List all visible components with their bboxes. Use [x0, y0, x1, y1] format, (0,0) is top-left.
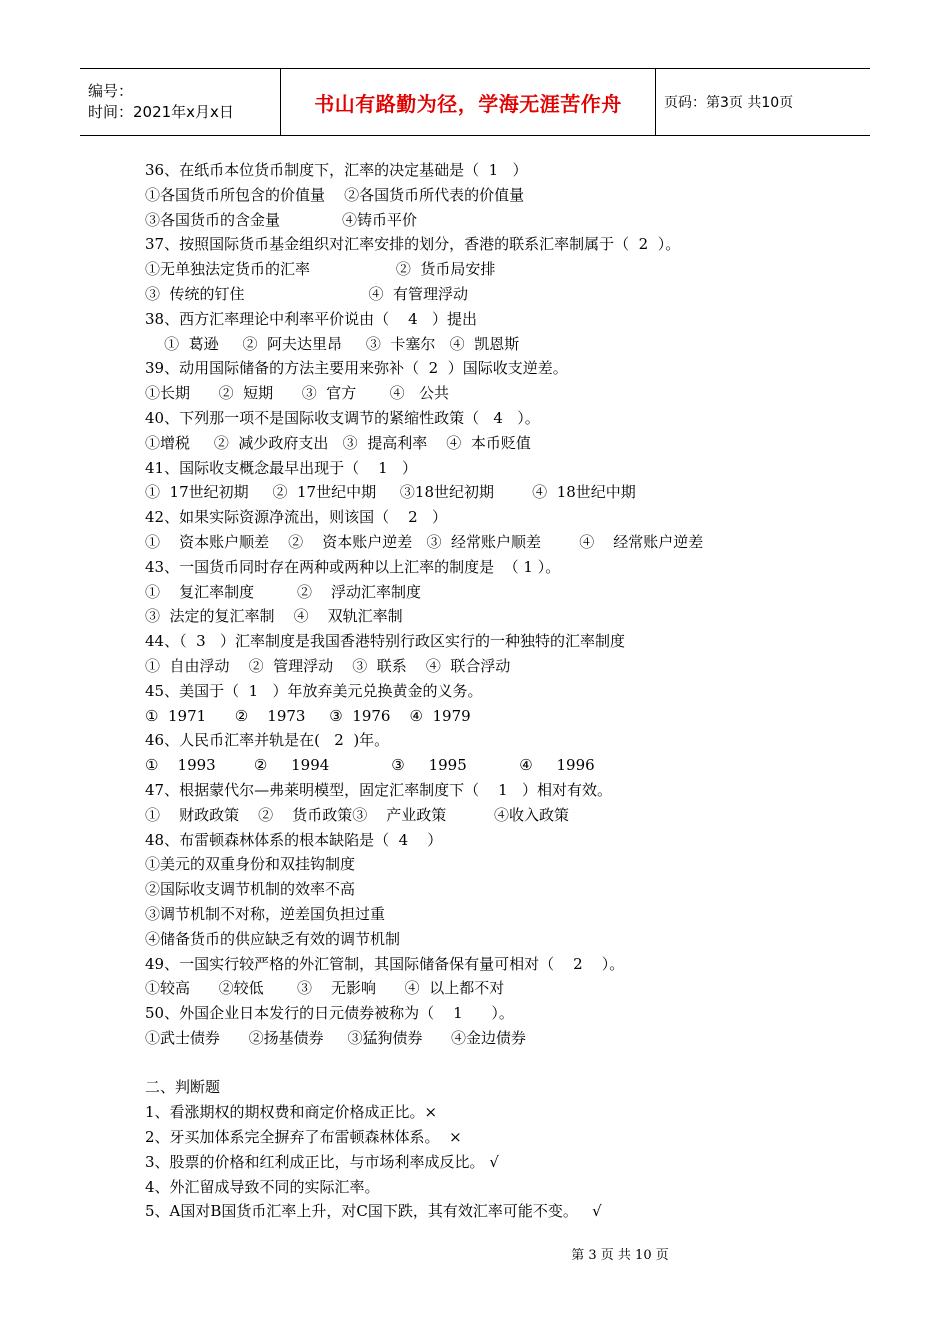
- text-line: 40、下列那一项不是国际收支调节的紧缩性政策（ 4 ）。: [145, 408, 540, 427]
- text-line: ① 葛逊 ② 阿夫达里昂 ③ 卡塞尔 ④ 凯恩斯: [145, 334, 520, 353]
- text-line: 1、看涨期权的期权费和商定价格成正比。×: [145, 1103, 438, 1122]
- text-line: ②国际收支调节机制的效率不高: [145, 880, 356, 899]
- text-line: ④储备货币的供应缺乏有效的调节机制: [145, 929, 401, 948]
- text-line: 41、国际收支概念最早出现于（ 1 ）: [145, 458, 418, 477]
- text-line: ③各国货币的含金量 ④铸币平价: [145, 210, 417, 229]
- text-line: 二、判断题: [145, 1078, 221, 1097]
- text-line: ③ 法定的复汇率制 ④ 双轨汇率制: [145, 607, 403, 626]
- text-line: ① 财政政策 ② 货币政策③ 产业政策 ④收入政策: [145, 805, 569, 824]
- text-line: ①较高 ②较低 ③ 无影响 ④ 以上都不对: [145, 979, 505, 998]
- text-line: 48、布雷顿森林体系的根本缺陷是（ 4 ）: [145, 830, 443, 849]
- text-line: ① 1993 ② 1994 ③ 1995 ④ 1996: [145, 756, 595, 775]
- text-line: ③ 传统的钉住 ④ 有管理浮动: [145, 284, 469, 303]
- text-line: 50、外国企业日本发行的日元债券被称为（ 1 ）。: [145, 1004, 514, 1023]
- text-line: ①美元的双重身份和双挂钩制度: [145, 855, 356, 874]
- document-body: [145, 158, 885, 1224]
- text-line: 38、西方汇率理论中利率平价说由（ 4 ）提出: [145, 309, 478, 328]
- text-line: ③调节机制不对称，逆差国负担过重: [145, 904, 386, 923]
- footer-page-number: 第 3 页 共 10 页: [571, 1248, 669, 1263]
- text-line: 43、一国货币同时存在两种或两种以上汇率的制度是 （ 1 ）。: [145, 557, 561, 576]
- text-line: 37、按照国际货币基金组织对汇率安排的划分，香港的联系汇率制属于（ 2 ）。: [145, 235, 681, 254]
- text-line: ① 资本账户顺差 ② 资本账户逆差 ③ 经常账户顺差 ④ 经常账户逆差: [145, 532, 704, 551]
- text-line: ① 17世纪初期 ② 17世纪中期 ③18世纪初期 ④ 18世纪中期: [145, 483, 636, 502]
- text-line: ①增税 ② 减少政府支出 ③ 提高利率 ④ 本币贬值: [145, 433, 531, 452]
- text-line: ①各国货币所包含的价值量 ②各国货币所代表的价值量: [145, 185, 525, 204]
- text-line: 42、如果实际资源净流出，则该国（ 2 ）: [145, 508, 448, 527]
- text-line: ① 自由浮动 ② 管理浮动 ③ 联系 ④ 联合浮动: [145, 656, 511, 675]
- text-line: 49、一国实行较严格的外汇管制，其国际储备保有量可相对（ 2 ）。: [145, 954, 625, 973]
- page-header: [80, 68, 870, 136]
- text-line: ① 1971 ② 1973 ③ 1976 ④ 1979: [145, 706, 471, 725]
- header-code: 编号：: [88, 82, 134, 100]
- header-time: 时间：2021年x月x日: [88, 103, 234, 121]
- text-line: 44、（ 3 ）汇率制度是我国香港特别行政区实行的一种独特的汇率制度: [145, 632, 625, 651]
- header-motto-cell: [281, 69, 656, 135]
- header-motto: 书山有路勤为径，学海无涯苦作舟: [314, 91, 622, 116]
- text-line: 39、动用国际储备的方法主要用来弥补（ 2 ）国际收支逆差。: [145, 359, 568, 378]
- text-line: ① 复汇率制度 ② 浮动汇率制度: [145, 582, 422, 601]
- text-line: 46、人民币汇率并轨是在( 2 )年。: [145, 731, 390, 750]
- text-line: ①无单独法定货币的汇率 ② 货币局安排: [145, 260, 496, 279]
- header-meta: [80, 69, 281, 135]
- text-line: ①武士债券 ②扬基债券 ③猛狗债券 ④金边债券: [145, 1028, 527, 1047]
- page-footer: [0, 1244, 950, 1263]
- text-line: 36、在纸币本位货币制度下，汇率的决定基础是（ 1 ）: [145, 161, 528, 179]
- text-line: ①长期 ② 短期 ③ 官方 ④ 公共: [145, 384, 449, 403]
- header-page-info: 页码：第3页 共10页: [664, 95, 794, 111]
- text-line: 2、牙买加体系完全摒弃了布雷顿森林体系。 ×: [145, 1128, 462, 1147]
- text-line: 3、股票的价格和红利成正比，与市场利率成反比。 √: [145, 1152, 499, 1171]
- text-line: [145, 1051, 885, 1076]
- text-line: 4、外汇留成导致不同的实际汇率。: [145, 1177, 380, 1196]
- text-line: 5、A国对B国货币汇率上升，对C国下跌，其有效汇率可能不变。 √: [145, 1202, 602, 1221]
- text-line: 47、根据蒙代尔—弗莱明模型，固定汇率制度下（ 1 ）相对有效。: [145, 780, 613, 799]
- text-line: 45、美国于（ 1 ）年放弃美元兑换黄金的义务。: [145, 681, 483, 700]
- header-page-cell: [656, 69, 870, 135]
